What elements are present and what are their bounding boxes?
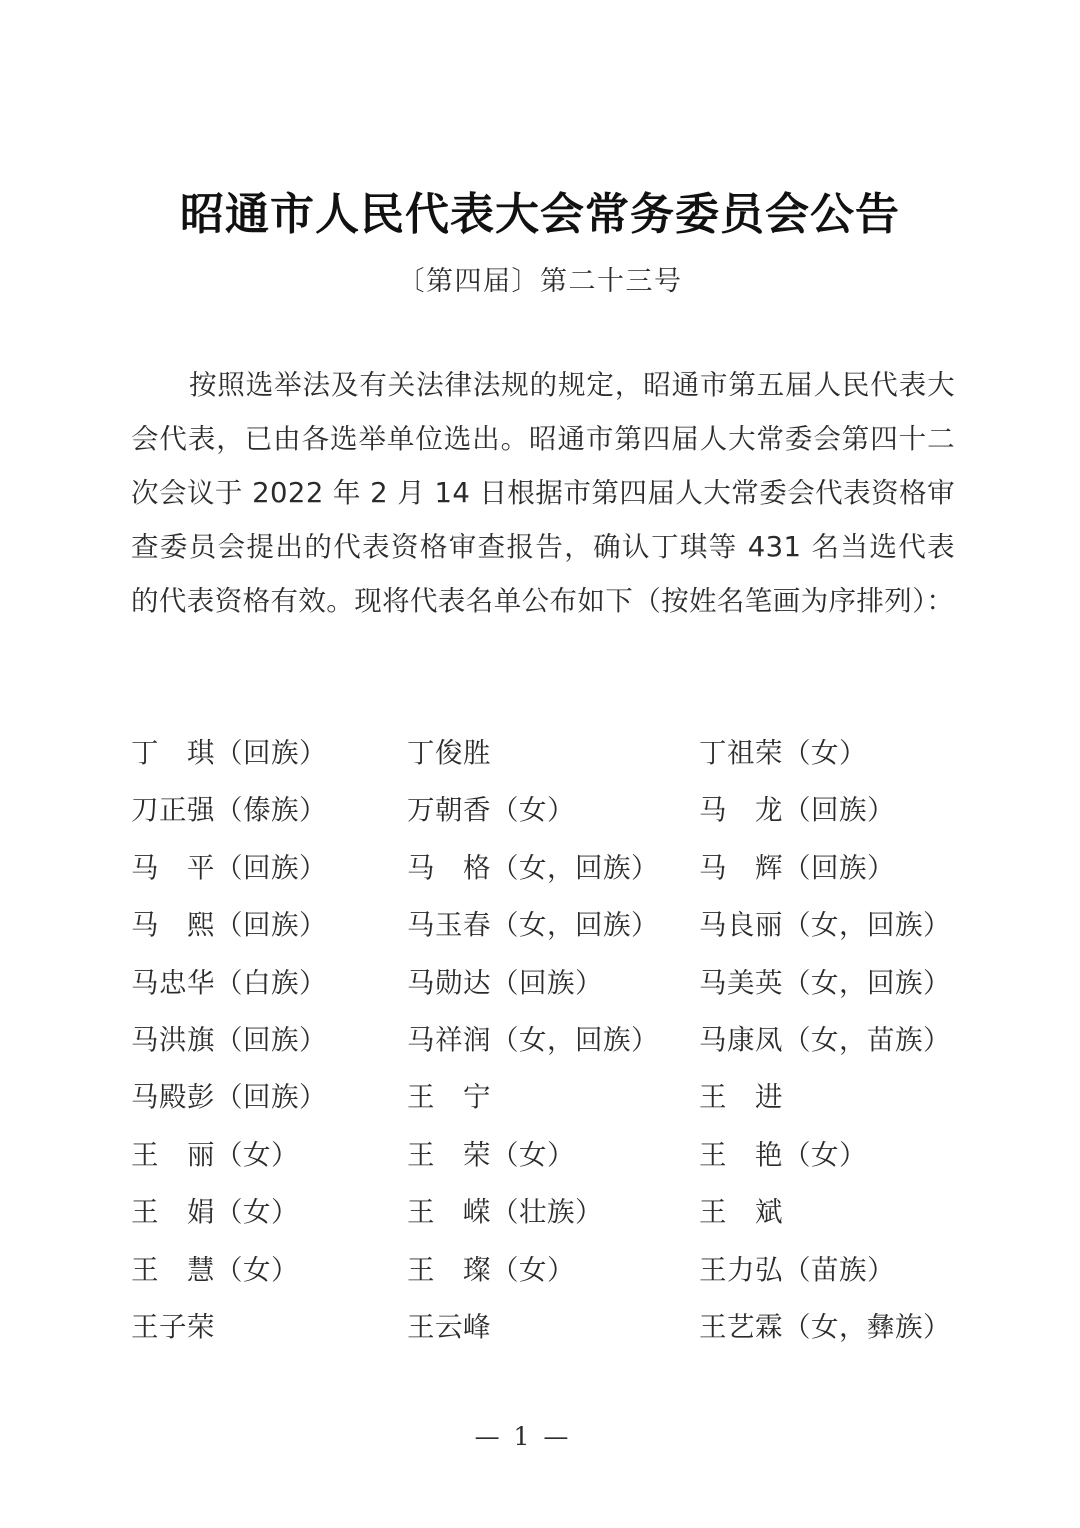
roster-row bbox=[131, 1018, 991, 1075]
roster-name-cell: 马良丽（女，回族） bbox=[699, 909, 951, 942]
roster-name-cell: 刀正强（傣族） bbox=[131, 794, 327, 827]
page-number: — 1 — bbox=[474, 1422, 572, 1451]
roster-row bbox=[131, 731, 991, 788]
roster-name-cell: 王力弘（苗族） bbox=[699, 1253, 895, 1286]
roster-name-cell: 王 宁 bbox=[407, 1081, 491, 1114]
roster-name-cell: 马 熙（回族） bbox=[131, 909, 327, 942]
roster-name-cell: 马 平（回族） bbox=[131, 851, 327, 884]
roster-row bbox=[131, 961, 991, 1018]
roster-name-cell: 王 丽（女） bbox=[131, 1138, 299, 1171]
roster-name-cell: 马殿彭（回族） bbox=[131, 1081, 327, 1114]
roster-name-cell: 马 格（女，回族） bbox=[407, 851, 659, 884]
roster-name-cell: 丁祖荣（女） bbox=[699, 737, 867, 769]
roster-name-cell: 马勋达（回族） bbox=[407, 966, 603, 999]
roster-name-cell: 马玉春（女，回族） bbox=[407, 909, 659, 942]
roster-row bbox=[131, 903, 991, 960]
roster-name-cell: 王艺霖（女，彝族） bbox=[699, 1310, 951, 1343]
roster-name-cell: 王 荣（女） bbox=[407, 1138, 575, 1171]
roster-name-cell: 马 辉（回族） bbox=[699, 851, 895, 884]
roster-name-cell: 王云峰 bbox=[407, 1310, 491, 1343]
title-block bbox=[0, 186, 1080, 302]
roster-name-cell: 王 斌 bbox=[699, 1196, 783, 1229]
page-title: 昭通市人民代表大会常务委员会公告 bbox=[180, 189, 900, 240]
roster-row bbox=[131, 788, 991, 845]
roster-name-cell: 万朝香（女） bbox=[407, 794, 575, 827]
roster-name-cell: 马康凤（女，苗族） bbox=[699, 1023, 951, 1056]
announcement-paragraph: 按照选举法及有关法律法规的规定，昭通市第五届人民代表大会代表，已由各选举单位选出。昭通市第四届人大常委会第四十二次会议于 2022 年 2 月 14 日根据市第四届人大常委会代表资格审查委员会提出的代表资格审查报告，确认丁琪等 431 名当选代表的代表资格有效。现将代表名单公布如下（按姓名笔画为序排列）： bbox=[131, 369, 955, 617]
representative-name-list bbox=[131, 731, 991, 1362]
roster-name-cell: 王 慧（女） bbox=[131, 1253, 299, 1286]
body-block bbox=[131, 358, 955, 628]
roster-name-cell: 马洪旗（回族） bbox=[131, 1023, 327, 1056]
document-number-subtitle: 〔第四届〕第二十三号 bbox=[397, 266, 683, 297]
roster-row bbox=[131, 1305, 991, 1362]
roster-name-cell: 马 龙（回族） bbox=[699, 794, 895, 827]
roster-name-cell: 王 璨（女） bbox=[407, 1253, 575, 1286]
roster-row bbox=[131, 1190, 991, 1247]
roster-name-cell: 王 娟（女） bbox=[131, 1196, 299, 1229]
roster-row bbox=[131, 1133, 991, 1190]
roster-name-cell: 王 嵘（壮族） bbox=[407, 1196, 603, 1229]
page-footer bbox=[0, 1422, 1080, 1451]
roster-name-cell: 马祥润（女，回族） bbox=[407, 1023, 659, 1056]
roster-name-cell: 丁 琪（回族） bbox=[131, 737, 327, 769]
roster-row bbox=[131, 846, 991, 903]
roster-name-cell: 王子荣 bbox=[131, 1310, 215, 1343]
roster-row bbox=[131, 1248, 991, 1305]
roster-name-cell: 王 进 bbox=[699, 1081, 783, 1114]
roster-name-cell: 马忠华（白族） bbox=[131, 966, 327, 999]
roster-name-cell: 马美英（女，回族） bbox=[699, 966, 951, 999]
roster-row bbox=[131, 1075, 991, 1132]
roster-name-cell: 王 艳（女） bbox=[699, 1138, 867, 1171]
roster-name-cell: 丁俊胜 bbox=[407, 737, 491, 769]
